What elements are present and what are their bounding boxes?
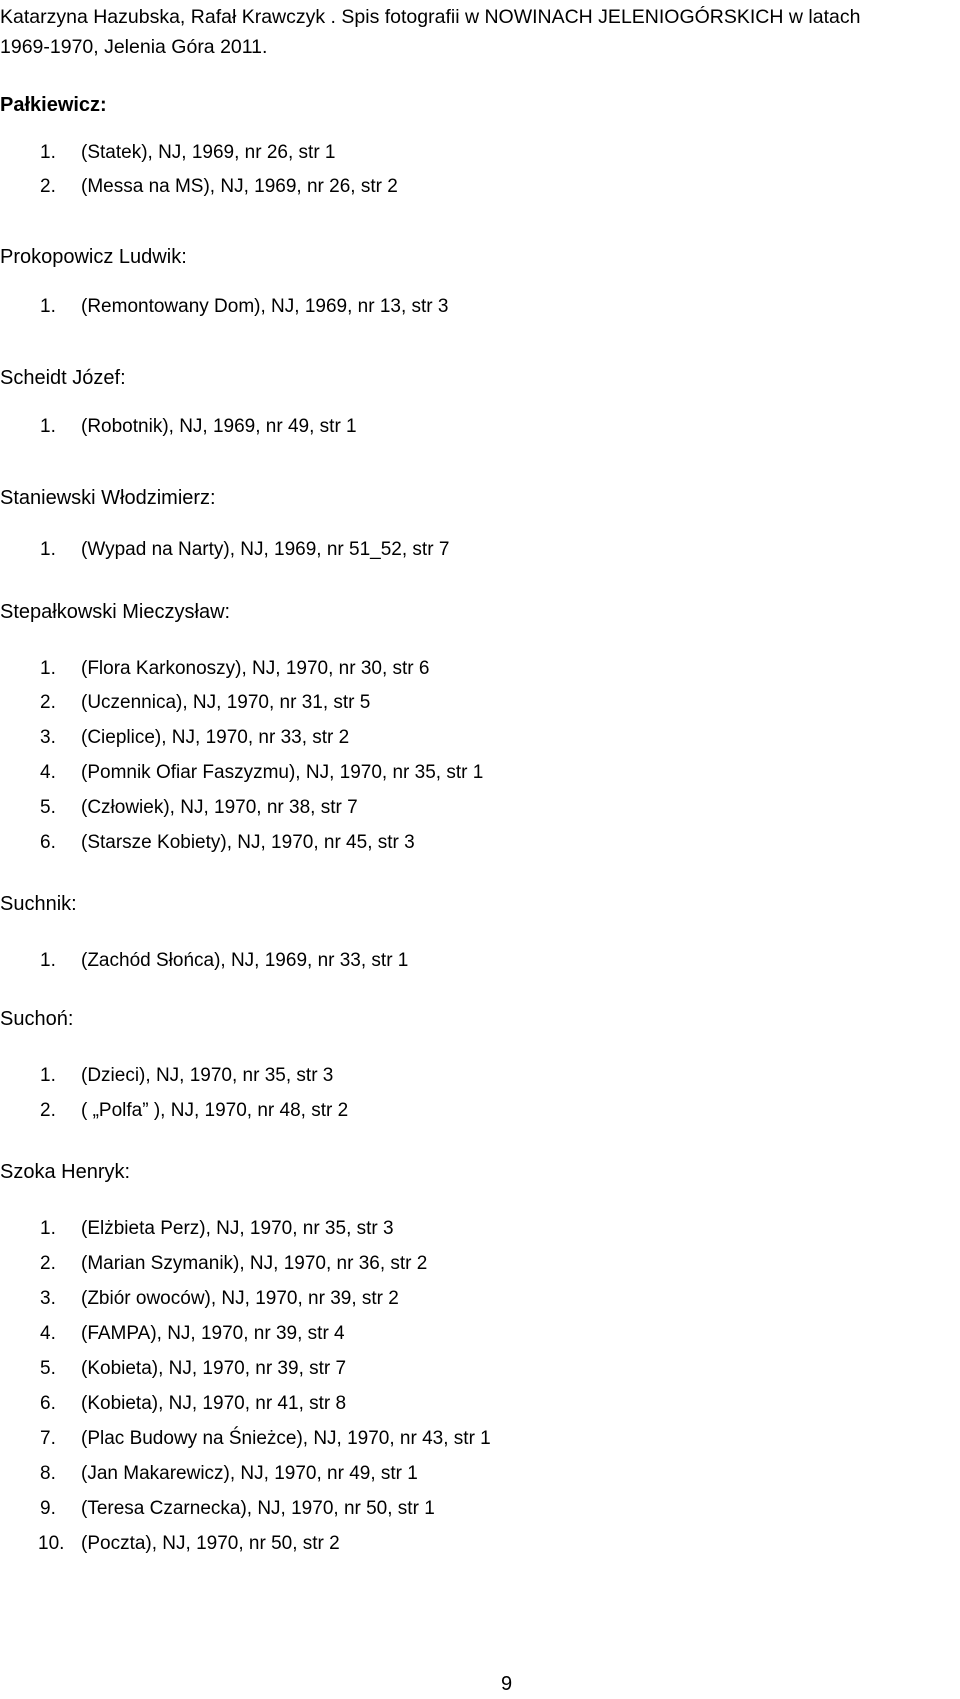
item-text: (Plac Budowy na Śnieżce), NJ, 1970, nr 43, str 1 [81,1428,491,1449]
item-number: 2. [40,692,56,713]
item-text: (Kobieta), NJ, 1970, nr 41, str 8 [81,1393,347,1414]
item-text: (Uczennica), NJ, 1970, nr 31, str 5 [81,692,371,713]
item-text: (Remontowany Dom), NJ, 1969, nr 13, str 3 [81,296,449,317]
section-heading: Pałkiewicz: [0,94,107,116]
item-number: 3. [40,727,56,748]
item-text: (Człowiek), NJ, 1970, nr 38, str 7 [81,797,358,818]
item-number: 4. [40,1323,56,1344]
section-heading: Prokopowicz Ludwik: [0,246,187,268]
item-number: 2. [40,176,56,197]
section-heading: Suchnik: [0,893,77,915]
item-number: 1. [40,1218,56,1239]
item-number: 1. [40,142,56,163]
item-text: (Flora Karkonoszy), NJ, 1970, nr 30, str 6 [81,658,430,679]
item-number: 1. [40,658,56,679]
item-text: (Cieplice), NJ, 1970, nr 33, str 2 [81,727,350,748]
section-heading: Szoka Henryk: [0,1161,131,1183]
section-heading: Scheidt Józef: [0,367,126,389]
item-number: 5. [40,797,56,818]
section-heading: Stepałkowski Mieczysław: [0,601,231,623]
item-text: (Poczta), NJ, 1970, nr 50, str 2 [81,1533,340,1554]
section-heading: Staniewski Włodzimierz: [0,487,216,509]
item-text: (Robotnik), NJ, 1969, nr 49, str 1 [81,416,357,437]
item-text: (Jan Makarewicz), NJ, 1970, nr 49, str 1 [81,1463,418,1484]
item-text: (Messa na MS), NJ, 1969, nr 26, str 2 [81,176,398,197]
item-text: (Teresa Czarnecka), NJ, 1970, nr 50, str 1 [81,1498,435,1519]
page-number: 9 [501,1673,513,1695]
item-text: (Starsze Kobiety), NJ, 1970, nr 45, str 3 [81,832,415,853]
item-number: 1. [40,539,56,560]
item-number: 1. [40,416,56,437]
item-number: 4. [40,762,56,783]
item-number: 1. [40,296,56,317]
item-number: 6. [40,832,56,853]
item-text: (FAMPA), NJ, 1970, nr 39, str 4 [81,1323,345,1344]
item-text: (Marian Szymanik), NJ, 1970, nr 36, str 2 [81,1253,428,1274]
item-text: (Zbiór owoców), NJ, 1970, nr 39, str 2 [81,1288,399,1309]
item-text: (Statek), NJ, 1969, nr 26, str 1 [81,142,336,163]
item-number: 1. [40,950,56,971]
document-header [0,2,955,62]
item-number: 5. [40,1358,56,1379]
item-text: (Dzieci), NJ, 1970, nr 35, str 3 [81,1065,334,1086]
item-text: (Kobieta), NJ, 1970, nr 39, str 7 [81,1358,347,1379]
section-heading: Suchoń: [0,1008,74,1030]
item-number: 3. [40,1288,56,1309]
item-text: (Wypad na Narty), NJ, 1969, nr 51_52, str 7 [81,539,450,560]
header-line-2: 1969-1970, Jelenia Góra 2011. [0,36,268,58]
item-number: 6. [40,1393,56,1414]
header-line-1: Katarzyna Hazubska, Rafał Krawczyk . Spis fotografii w NOWINACH JELENIOGÓRSKICH w latach [0,6,861,28]
item-text: (Elżbieta Perz), NJ, 1970, nr 35, str 3 [81,1218,394,1239]
item-number: 2. [40,1100,56,1121]
item-number: 2. [40,1253,56,1274]
item-number: 1. [40,1065,56,1086]
item-text: ( „Polfa” ), NJ, 1970, nr 48, str 2 [81,1100,349,1121]
item-number: 10. [38,1533,65,1554]
item-number: 9. [40,1498,56,1519]
item-text: (Pomnik Ofiar Faszyzmu), NJ, 1970, nr 35, str 1 [81,762,484,783]
item-number: 8. [40,1463,56,1484]
item-number: 7. [40,1428,56,1449]
item-text: (Zachód Słońca), NJ, 1969, nr 33, str 1 [81,950,409,971]
